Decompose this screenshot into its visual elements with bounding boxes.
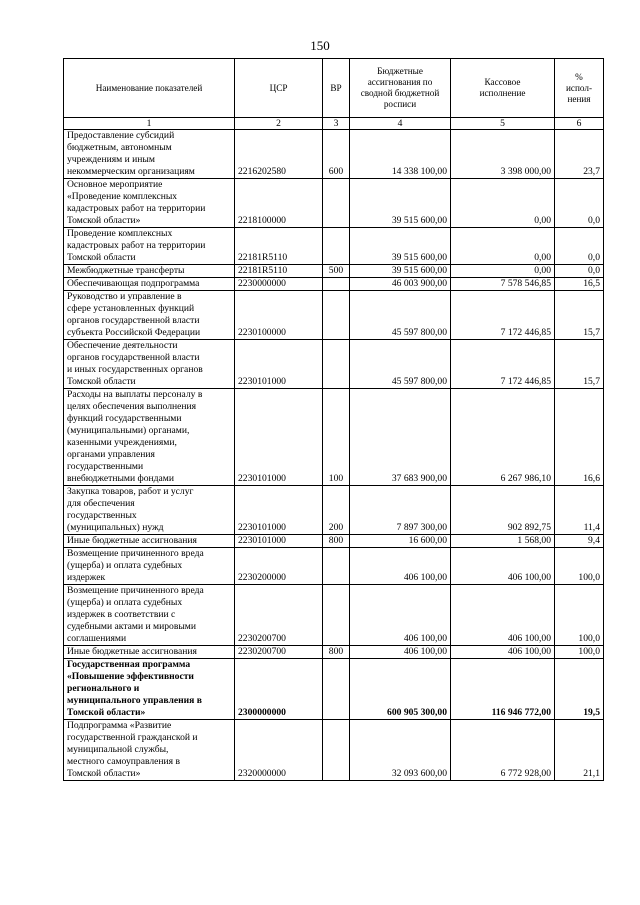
column-number: 2 bbox=[235, 118, 323, 130]
cell-name: Обеспечение деятельности органов государственной власти и иных государственных органов Томской области bbox=[64, 340, 235, 389]
column-number: 5 bbox=[451, 118, 555, 130]
table-row bbox=[64, 535, 604, 548]
table-row bbox=[64, 228, 604, 265]
cell-vr bbox=[323, 291, 350, 340]
cell-cash: 116 946 772,00 bbox=[451, 659, 555, 720]
header-csr: ЦСР bbox=[235, 59, 323, 118]
cell-name: Государственная программа «Повышение эффективности регионального и муниципального управления в Томской области» bbox=[64, 659, 235, 720]
cell-cash: 406 100,00 bbox=[451, 646, 555, 659]
cell-budget: 46 003 900,00 bbox=[350, 278, 451, 291]
cell-budget: 45 597 800,00 bbox=[350, 291, 451, 340]
cell-csr: 22181R5110 bbox=[235, 228, 323, 265]
cell-pct: 9,4 bbox=[555, 535, 604, 548]
cell-vr bbox=[323, 278, 350, 291]
header-budget: Бюджетные ассигнования по сводной бюджетной росписи bbox=[350, 59, 451, 118]
cell-csr: 2218100000 bbox=[235, 179, 323, 228]
cell-pct: 19,5 bbox=[555, 659, 604, 720]
table-body bbox=[64, 130, 604, 781]
cell-budget: 39 515 600,00 bbox=[350, 228, 451, 265]
cell-vr: 600 bbox=[323, 130, 350, 179]
cell-name: Иные бюджетные ассигнования bbox=[64, 535, 235, 548]
cell-pct: 15,7 bbox=[555, 291, 604, 340]
cell-cash: 7 172 446,85 bbox=[451, 291, 555, 340]
cell-name: Основное мероприятие «Проведение комплексных кадастровых работ на территории Томской области» bbox=[64, 179, 235, 228]
cell-cash: 7 578 546,85 bbox=[451, 278, 555, 291]
cell-csr: 2230101000 bbox=[235, 486, 323, 535]
cell-name: Межбюджетные трансферты bbox=[64, 265, 235, 278]
cell-csr: 2216202580 bbox=[235, 130, 323, 179]
budget-execution-table bbox=[63, 58, 604, 781]
cell-budget: 45 597 800,00 bbox=[350, 340, 451, 389]
cell-cash: 3 398 000,00 bbox=[451, 130, 555, 179]
column-number: 1 bbox=[64, 118, 235, 130]
table-row bbox=[64, 340, 604, 389]
column-number: 4 bbox=[350, 118, 451, 130]
cell-vr bbox=[323, 179, 350, 228]
table-row bbox=[64, 720, 604, 781]
table-row bbox=[64, 389, 604, 486]
column-number: 6 bbox=[555, 118, 604, 130]
cell-cash: 902 892,75 bbox=[451, 486, 555, 535]
cell-budget: 406 100,00 bbox=[350, 548, 451, 585]
table-row bbox=[64, 130, 604, 179]
cell-csr: 2320000000 bbox=[235, 720, 323, 781]
cell-name: Подпрограмма «Развитие государственной гражданской и муниципальной службы, местного самоуправления в Томской области» bbox=[64, 720, 235, 781]
column-number: 3 bbox=[323, 118, 350, 130]
header-vr: ВР bbox=[323, 59, 350, 118]
cell-csr: 2300000000 bbox=[235, 659, 323, 720]
cell-pct: 0,0 bbox=[555, 228, 604, 265]
cell-name: Закупка товаров, работ и услуг для обеспечения государственных (муниципальных) нужд bbox=[64, 486, 235, 535]
cell-pct: 100,0 bbox=[555, 646, 604, 659]
table-row bbox=[64, 646, 604, 659]
cell-budget: 14 338 100,00 bbox=[350, 130, 451, 179]
cell-name: Иные бюджетные ассигнования bbox=[64, 646, 235, 659]
cell-cash: 6 267 986,10 bbox=[451, 389, 555, 486]
cell-cash: 406 100,00 bbox=[451, 585, 555, 646]
cell-pct: 0,0 bbox=[555, 179, 604, 228]
cell-pct: 23,7 bbox=[555, 130, 604, 179]
cell-budget: 39 515 600,00 bbox=[350, 265, 451, 278]
cell-name: Расходы на выплаты персоналу в целях обеспечения выполнения функций государственными (муниципальными) органами, казенными учреждениями, органами управления государственными внебюджетными фондами bbox=[64, 389, 235, 486]
table-row bbox=[64, 291, 604, 340]
cell-pct: 16,6 bbox=[555, 389, 604, 486]
table-row bbox=[64, 265, 604, 278]
cell-name: Возмещение причиненного вреда (ущерба) и оплата судебных издержек в соответствии с судебными актами и мировыми соглашениями bbox=[64, 585, 235, 646]
cell-cash: 0,00 bbox=[451, 179, 555, 228]
cell-vr bbox=[323, 585, 350, 646]
cell-csr: 2230200700 bbox=[235, 646, 323, 659]
column-number-row bbox=[64, 118, 604, 130]
header-cash: Кассовое исполнение bbox=[451, 59, 555, 118]
cell-vr bbox=[323, 228, 350, 265]
cell-budget: 406 100,00 bbox=[350, 646, 451, 659]
cell-budget: 406 100,00 bbox=[350, 585, 451, 646]
cell-vr: 800 bbox=[323, 535, 350, 548]
cell-vr bbox=[323, 340, 350, 389]
cell-name: Обеспечивающая подпрограмма bbox=[64, 278, 235, 291]
table-row bbox=[64, 659, 604, 720]
cell-vr: 200 bbox=[323, 486, 350, 535]
cell-name: Предоставление субсидий бюджетным, автономным учреждениям и иным некоммерческим организациям bbox=[64, 130, 235, 179]
cell-vr bbox=[323, 720, 350, 781]
cell-vr: 800 bbox=[323, 646, 350, 659]
cell-csr: 2230000000 bbox=[235, 278, 323, 291]
cell-cash: 6 772 928,00 bbox=[451, 720, 555, 781]
table-row bbox=[64, 548, 604, 585]
cell-name: Возмещение причиненного вреда (ущерба) и оплата судебных издержек bbox=[64, 548, 235, 585]
cell-csr: 2230200700 bbox=[235, 585, 323, 646]
cell-vr bbox=[323, 659, 350, 720]
header-name: Наименование показателей bbox=[64, 59, 235, 118]
cell-pct: 16,5 bbox=[555, 278, 604, 291]
table-row bbox=[64, 585, 604, 646]
cell-name: Проведение комплексных кадастровых работ на территории Томской области bbox=[64, 228, 235, 265]
cell-csr: 2230200000 bbox=[235, 548, 323, 585]
table-row bbox=[64, 486, 604, 535]
cell-pct: 100,0 bbox=[555, 585, 604, 646]
cell-cash: 0,00 bbox=[451, 265, 555, 278]
cell-vr bbox=[323, 548, 350, 585]
cell-csr: 2230101000 bbox=[235, 340, 323, 389]
cell-cash: 0,00 bbox=[451, 228, 555, 265]
cell-pct: 100,0 bbox=[555, 548, 604, 585]
cell-pct: 15,7 bbox=[555, 340, 604, 389]
page-number: 150 bbox=[310, 38, 330, 53]
cell-pct: 21,1 bbox=[555, 720, 604, 781]
cell-budget: 32 093 600,00 bbox=[350, 720, 451, 781]
cell-budget: 7 897 300,00 bbox=[350, 486, 451, 535]
cell-csr: 2230100000 bbox=[235, 291, 323, 340]
cell-csr: 2230101000 bbox=[235, 389, 323, 486]
table-row bbox=[64, 278, 604, 291]
cell-name: Руководство и управление в сфере установленных функций органов государственной власти субъекта Российской Федерации bbox=[64, 291, 235, 340]
cell-csr: 22181R5110 bbox=[235, 265, 323, 278]
cell-cash: 1 568,00 bbox=[451, 535, 555, 548]
table-row bbox=[64, 179, 604, 228]
cell-pct: 0,0 bbox=[555, 265, 604, 278]
cell-cash: 7 172 446,85 bbox=[451, 340, 555, 389]
header-pct: % испол- нения bbox=[555, 59, 604, 118]
cell-budget: 39 515 600,00 bbox=[350, 179, 451, 228]
cell-vr: 100 bbox=[323, 389, 350, 486]
cell-cash: 406 100,00 bbox=[451, 548, 555, 585]
header-row bbox=[64, 59, 604, 118]
cell-vr: 500 bbox=[323, 265, 350, 278]
cell-csr: 2230101000 bbox=[235, 535, 323, 548]
cell-pct: 11,4 bbox=[555, 486, 604, 535]
cell-budget: 37 683 900,00 bbox=[350, 389, 451, 486]
cell-budget: 16 600,00 bbox=[350, 535, 451, 548]
cell-budget: 600 905 300,00 bbox=[350, 659, 451, 720]
